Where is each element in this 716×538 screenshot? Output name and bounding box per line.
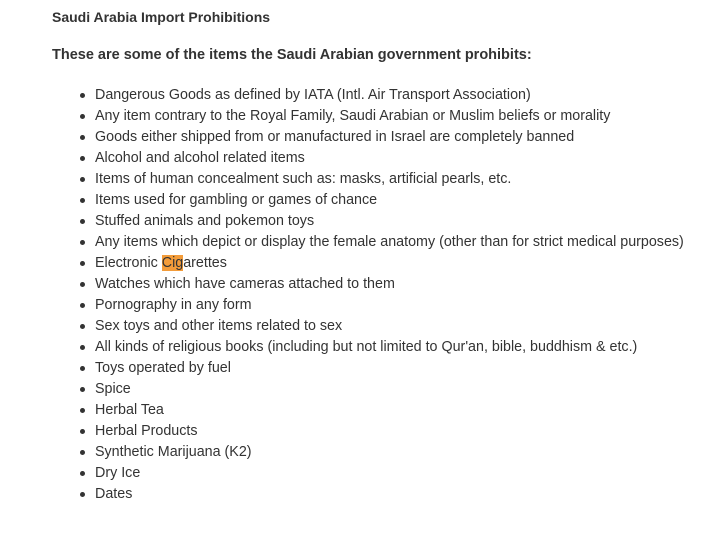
list-item-label: Herbal Tea [95, 402, 164, 418]
list-item-label: Watches which have cameras attached to them [95, 276, 395, 292]
list-item-label: Items used for gambling or games of chance [95, 192, 378, 208]
bullet-icon [80, 492, 85, 497]
bullet-icon [80, 282, 85, 287]
bullet-icon [80, 156, 85, 161]
list-item [77, 295, 707, 316]
list-item [77, 253, 707, 274]
prohibited-items-list [77, 85, 707, 505]
list-item-label: Dates [95, 486, 133, 502]
bullet-icon [80, 135, 85, 140]
bullet-icon [80, 408, 85, 413]
list-item-label: Synthetic Marijuana (K2) [95, 444, 252, 460]
list-item-label: Items of human concealment such as: masks, artificial pearls, etc. [95, 171, 512, 187]
list-item [77, 484, 707, 505]
list-item-label: Stuffed animals and pokemon toys [95, 213, 315, 229]
list-item [77, 148, 707, 169]
list-item-label: Herbal Products [95, 423, 198, 439]
bullet-icon [80, 177, 85, 182]
list-item [77, 463, 707, 484]
bullet-icon [80, 450, 85, 455]
list-item-label: Spice [95, 381, 131, 397]
bullet-icon [80, 324, 85, 329]
list-item [77, 274, 707, 295]
list-item [77, 211, 707, 232]
bullet-icon [80, 240, 85, 245]
list-item-label: Any item contrary to the Royal Family, Saudi Arabian or Muslim beliefs or morality [95, 108, 611, 124]
bullet-icon [80, 345, 85, 350]
list-item-label: Alcohol and alcohol related items [95, 150, 305, 166]
bullet-icon [80, 198, 85, 203]
list-item [77, 337, 707, 358]
bullet-icon [80, 303, 85, 308]
bullet-icon [80, 471, 85, 476]
list-item [77, 85, 707, 106]
list-item-label: Dangerous Goods as defined by IATA (Intl. Air Transport Association) [95, 87, 531, 103]
list-item [77, 232, 707, 253]
list-item [77, 400, 707, 421]
bullet-icon [80, 93, 85, 98]
intro-heading: These are some of the items the Saudi Arabian government prohibits: [52, 47, 532, 63]
list-item-label: All kinds of religious books (including but not limited to Qur'an, bible, buddhism & etc.) [95, 339, 638, 355]
bullet-icon [80, 366, 85, 371]
list-item-label: Any items which depict or display the female anatomy (other than for strict medical purposes) [95, 234, 684, 250]
bullet-icon [80, 261, 85, 266]
list-item-label: Sex toys and other items related to sex [95, 318, 343, 334]
search-match-highlight: Cig [161, 255, 184, 271]
list-item [77, 358, 707, 379]
list-item-label: Pornography in any form [95, 297, 252, 313]
list-item [77, 127, 707, 148]
list-item-label: Goods either shipped from or manufactured in Israel are completely banned [95, 129, 575, 145]
list-item-label-suffix: arettes [183, 255, 227, 271]
list-item [77, 169, 707, 190]
bullet-icon [80, 219, 85, 224]
list-item-label: Toys operated by fuel [95, 360, 231, 376]
list-item-label: Dry Ice [95, 465, 141, 481]
list-item [77, 421, 707, 442]
list-item [77, 106, 707, 127]
page-title: Saudi Arabia Import Prohibitions [52, 9, 271, 25]
bullet-icon [80, 387, 85, 392]
list-item [77, 316, 707, 337]
list-item [77, 442, 707, 463]
list-item [77, 190, 707, 211]
bullet-icon [80, 429, 85, 434]
list-item [77, 379, 707, 400]
list-item-label-prefix: Electronic [95, 255, 162, 271]
bullet-icon [80, 114, 85, 119]
